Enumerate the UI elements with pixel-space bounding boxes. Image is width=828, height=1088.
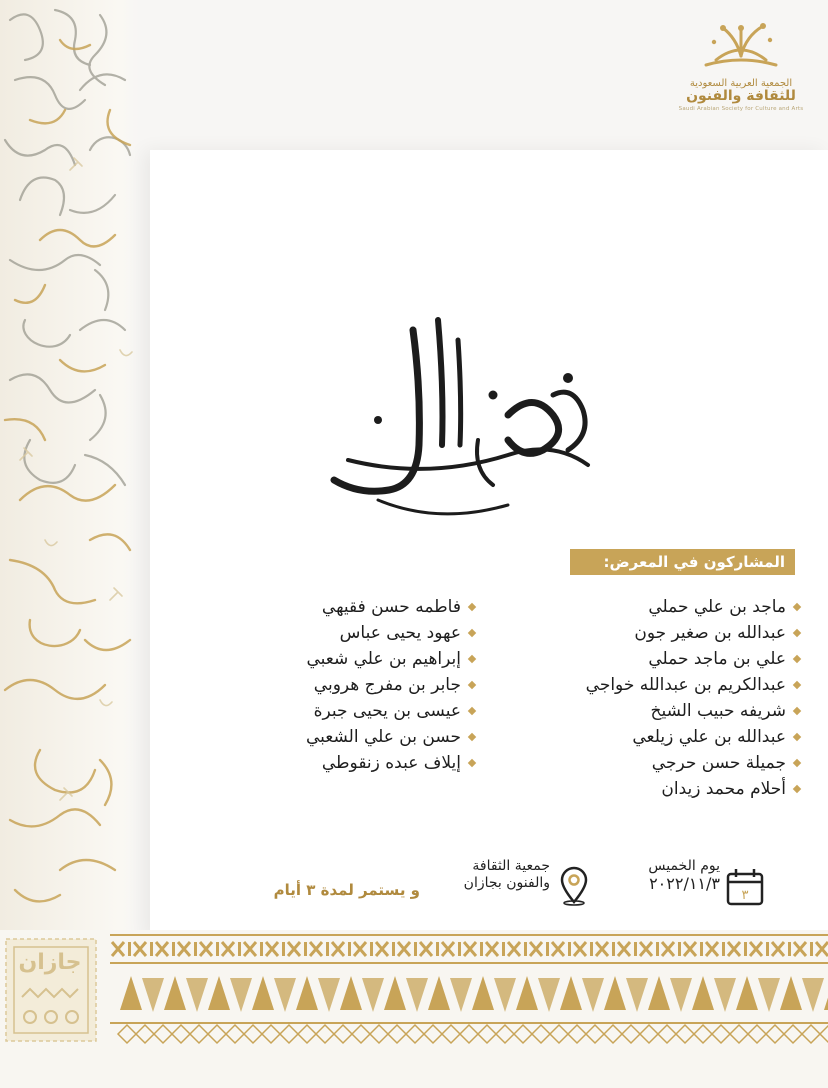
right-name-row [500, 620, 800, 646]
event-day-label: يوم الخميس [648, 858, 720, 874]
event-date [620, 858, 720, 892]
right-name-row [500, 724, 800, 750]
left-name-row [185, 672, 475, 698]
left-name-row [185, 620, 475, 646]
bullet-icon [468, 629, 476, 637]
stamp-label: جازان [18, 950, 82, 975]
left-name-row [185, 750, 475, 776]
exhibition-title [318, 300, 618, 540]
venue-line2: والفنون بجازان [463, 875, 550, 891]
bullet-icon [793, 655, 801, 663]
bullet-icon [793, 603, 801, 611]
participant-name: جميلة حسن حرجي [651, 753, 786, 773]
calligraphy-pattern-band [0, 0, 140, 930]
participant-name: عبدالكريم بن عبدالله خواجي [585, 675, 786, 695]
participant-name: حسن بن علي الشعبي [305, 727, 461, 747]
event-venue [430, 858, 550, 892]
participant-name: أحلام محمد زيدان [661, 779, 786, 799]
participant-name: إيلاف عبده زنقوطي [321, 753, 461, 773]
bullet-icon [468, 603, 476, 611]
organization-logo [666, 20, 816, 112]
bullet-icon [468, 733, 476, 741]
logo-emblem-icon [696, 20, 786, 72]
venue-line1: جمعية الثقافة [472, 858, 550, 874]
bullet-icon [793, 785, 801, 793]
calendar-day-number: ٣ [741, 888, 749, 903]
participant-name: إبراهيم بن علي شعبي [306, 649, 461, 669]
participant-name: جابر بن مفرج هروبي [313, 675, 461, 695]
bullet-icon [468, 681, 476, 689]
participants-right-column [500, 594, 800, 802]
left-name-row [185, 698, 475, 724]
right-name-row [500, 594, 800, 620]
bullet-icon [793, 733, 801, 741]
right-name-row [500, 698, 800, 724]
event-date-value: ٢٠٢٢/١١/٣ [649, 874, 720, 893]
bullet-icon [793, 707, 801, 715]
right-name-row [500, 750, 800, 776]
left-name-row [185, 594, 475, 620]
participant-name: عهود يحيى عباس [339, 623, 461, 643]
logo-name-english: Saudi Arabian Society for Culture and Arts [678, 106, 804, 112]
sadu-pattern [0, 930, 828, 1088]
participant-name: علي بن ماجد حملي [648, 649, 786, 669]
left-name-row [185, 724, 475, 750]
left-name-row [185, 646, 475, 672]
footer-pattern-band [0, 930, 828, 1088]
bullet-icon [793, 629, 801, 637]
participant-name: عبدالله بن علي زيلعي [632, 727, 786, 747]
right-name-row [500, 776, 800, 802]
bullet-icon [468, 655, 476, 663]
bullet-icon [793, 759, 801, 767]
calligraphy-pattern [0, 0, 140, 930]
logo-name-line1: الجمعية العربية السعودية [689, 78, 793, 89]
participants-left-column [185, 594, 475, 776]
participant-name: شريفه حبيب الشيخ [650, 701, 786, 721]
bullet-icon [468, 759, 476, 767]
participant-name: عيسى بن يحيى جبرة [313, 701, 461, 721]
participant-name: ماجد بن علي حملي [648, 597, 786, 617]
event-duration: و يستمر لمدة ٣ أيام [273, 881, 420, 899]
participant-name: فاطمه حسن فقيهي [321, 597, 461, 617]
participant-name: عبدالله بن صغير جون [634, 623, 786, 643]
right-name-row [500, 646, 800, 672]
logo-name-line2: للثقافة والفنون [686, 88, 796, 104]
location-pin-icon [558, 866, 590, 906]
bullet-icon [793, 681, 801, 689]
calendar-icon [724, 866, 768, 910]
participants-label: المشاركون في المعرض: [570, 549, 795, 575]
bullet-icon [468, 707, 476, 715]
right-name-row [500, 672, 800, 698]
